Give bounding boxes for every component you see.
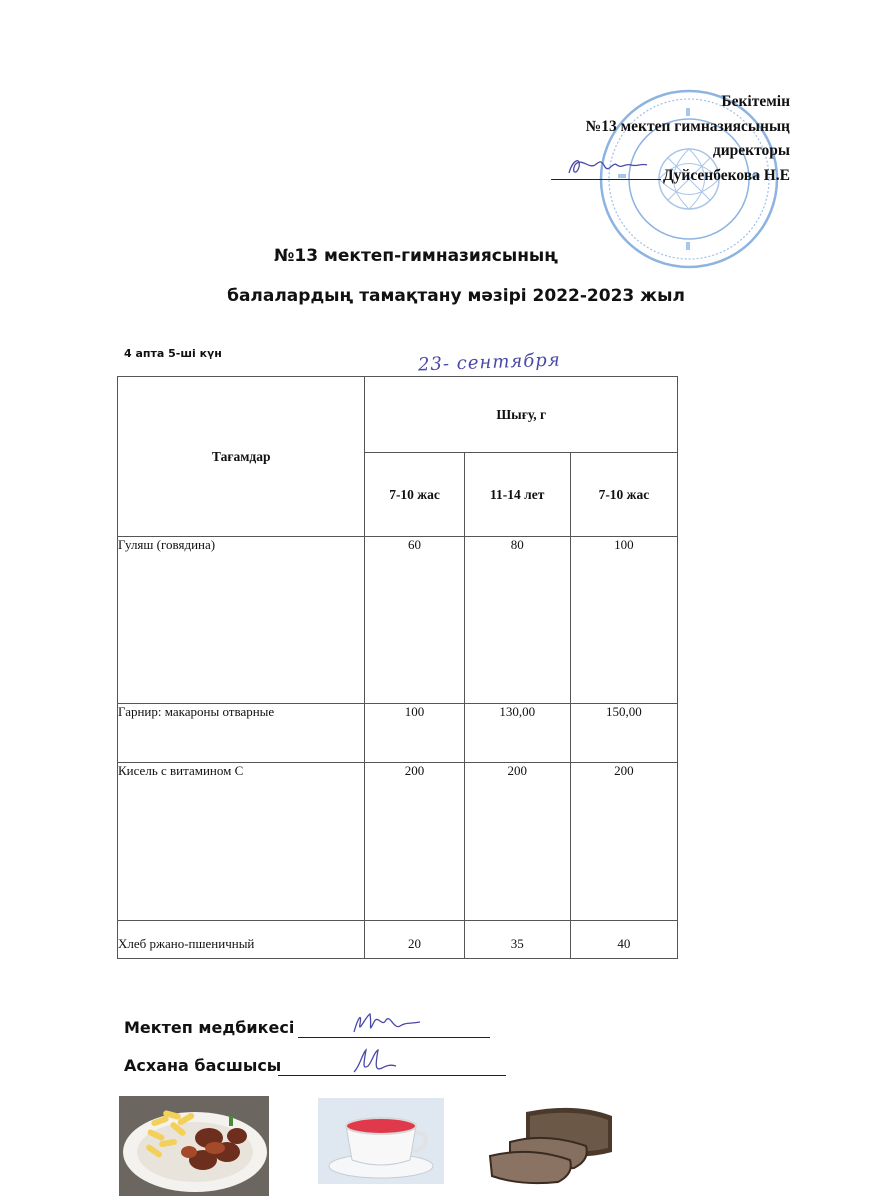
portion-value: 100 [570,537,677,704]
dish-name: Гарнир: макароны отварные [118,704,365,763]
director-name: Дуйсенбекова Н.Е [662,166,790,184]
nurse-signature [348,1008,428,1040]
rye-bread-image [486,1102,616,1186]
table-row [118,921,678,959]
table-row [118,704,678,763]
table-row [118,537,678,704]
approval-block [470,90,790,188]
portion-value: 130,00 [464,704,570,763]
nurse-label: Мектеп медбикесі [124,1018,295,1037]
portion-value: 20 [365,921,464,959]
portion-value: 200 [570,763,677,921]
week-day-label: 4 апта 5-ші күн [124,347,222,360]
approval-school: №13 мектеп гимназиясының [585,117,790,135]
portion-value: 35 [464,921,570,959]
document-title-line1: №13 мектеп-гимназиясының [273,246,559,266]
dish-name: Хлеб ржано-пшеничный [118,921,365,959]
header-dishes: Тағамдар [118,377,365,537]
director-signature-line [551,165,661,180]
header-age-group: 7-10 жас [365,453,464,537]
handwritten-date: 23- сентября [417,349,562,376]
portion-value: 200 [464,763,570,921]
approval-signatory [470,164,790,189]
header-age-group: 7-10 жас [570,453,677,537]
canteen-signature-row [124,1056,281,1075]
portion-value: 100 [365,704,464,763]
portion-value: 40 [570,921,677,959]
approval-position: директоры [712,142,790,159]
nurse-signature-row [124,1018,294,1037]
director-signature [551,153,661,179]
kissel-cup-image [318,1098,444,1184]
portion-value: 80 [464,537,570,704]
table-row [118,763,678,921]
canteen-signature [350,1044,400,1078]
portion-value: 150,00 [570,704,677,763]
document-title-line2: балалардың тамақтану мәзірі 2022-2023 жыл [227,286,685,306]
header-output: Шығу, г [365,377,678,453]
goulash-pasta-image [119,1096,269,1196]
portion-value: 200 [365,763,464,921]
portion-value: 60 [365,537,464,704]
approval-heading: Бекітемін [721,93,790,110]
dish-name: Кисель с витамином С [118,763,365,921]
dish-name: Гуляш (говядина) [118,537,365,704]
header-age-group: 11-14 лет [464,453,570,537]
canteen-label: Асхана басшысы [124,1056,282,1075]
menu-table [117,376,678,959]
